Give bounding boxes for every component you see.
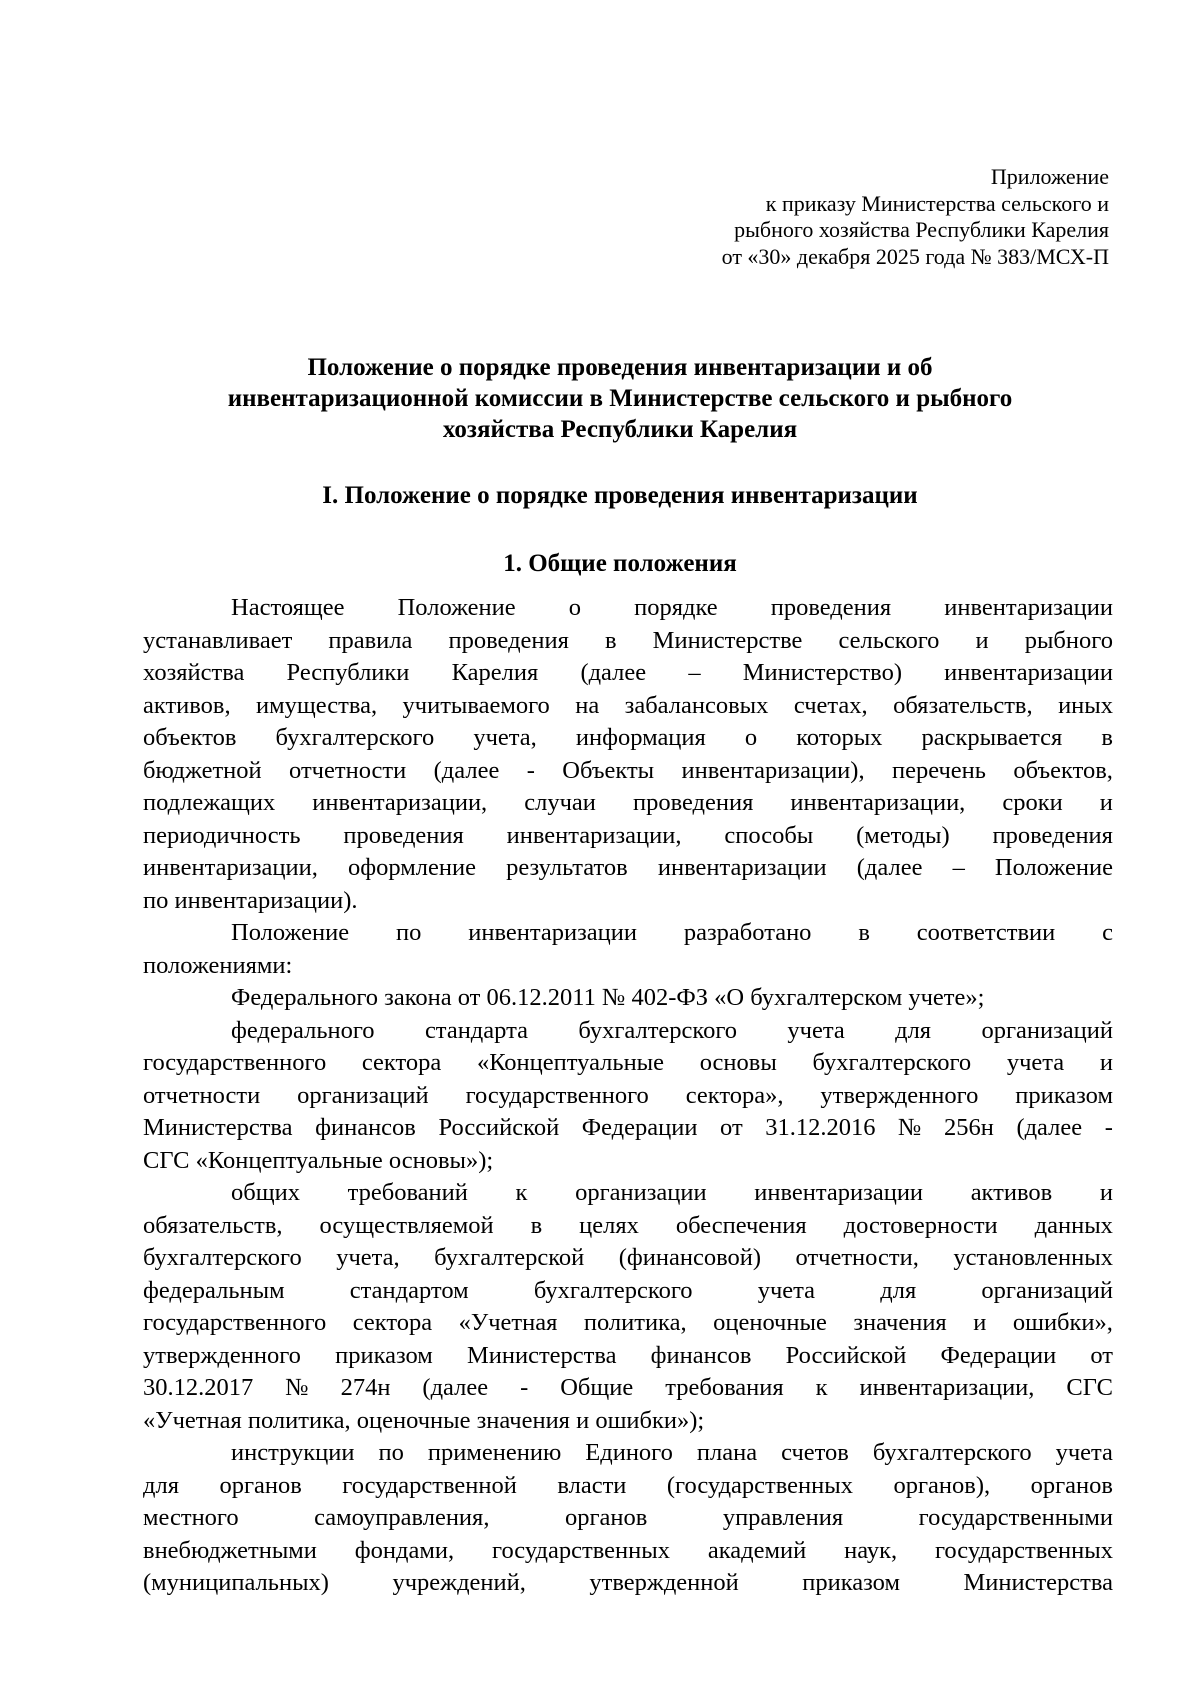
- paragraph-line: [143, 950, 1113, 983]
- line-word: обязательств,: [143, 1211, 283, 1239]
- line-word: счетов: [781, 1439, 849, 1466]
- line-word: осуществляемой: [319, 1211, 494, 1239]
- paragraph-line: [143, 1210, 1113, 1243]
- line-word: Настоящее: [231, 594, 345, 621]
- line-word: органов: [564, 1504, 648, 1531]
- line-word: отчетности,: [795, 1244, 919, 1271]
- line-word: организации: [575, 1179, 707, 1206]
- line-word: о: [744, 724, 758, 751]
- line-word: №: [898, 1114, 922, 1141]
- line-word: рыбного: [1024, 626, 1113, 654]
- paragraph-line: [143, 690, 1113, 723]
- line-word: Министерства: [143, 1114, 293, 1141]
- title-line: инвентаризационной комиссии в Министерстве сельского и рыбного: [227, 385, 1013, 412]
- line-word: применению: [427, 1439, 562, 1466]
- line-word: Министерство): [742, 659, 902, 686]
- line-word: учета,: [473, 724, 537, 751]
- line-word: инвентаризации,: [143, 854, 318, 881]
- line-word: (государственных: [666, 1471, 853, 1499]
- line-word: -: [526, 756, 535, 784]
- line-word: государственной: [342, 1471, 517, 1499]
- line-word: периодичность: [143, 821, 301, 849]
- line-word: оформление: [348, 854, 476, 881]
- line-word: государственных: [934, 1536, 1113, 1564]
- line-word: к: [815, 1374, 828, 1401]
- line-word: счетах,: [793, 691, 868, 719]
- line-word: наук,: [844, 1536, 898, 1564]
- line-word: к: [515, 1179, 528, 1206]
- paragraph-line: [143, 1080, 1113, 1113]
- line-word: государственного: [465, 1081, 649, 1109]
- line-word: (далее: [580, 659, 647, 686]
- line-word: Положение: [231, 919, 350, 946]
- line-word: приказом: [1015, 1081, 1113, 1109]
- line-word: Федерации: [581, 1114, 698, 1141]
- line-word: случаи: [524, 789, 596, 816]
- line-word: активов,: [143, 691, 231, 719]
- line-word: для: [880, 1276, 917, 1304]
- appendix-line: к приказу Министерства сельского и: [765, 190, 1109, 216]
- line-word: значения: [853, 1309, 947, 1336]
- line-word: результатов: [506, 854, 628, 881]
- line-word: по: [378, 1439, 404, 1466]
- line-word: бухгалтерского: [812, 1049, 972, 1076]
- line-word: «Концептуальные: [476, 1049, 665, 1076]
- line-word: Федерального закона от 06.12.2011 № 402-ФЗ «О бухгалтерском учете»;: [231, 984, 985, 1011]
- line-word: имущества,: [256, 691, 378, 719]
- line-word: хозяйства: [143, 659, 245, 686]
- line-word: требования: [665, 1374, 784, 1401]
- line-word: 256н: [944, 1114, 994, 1141]
- line-word: Министерства: [466, 1341, 617, 1369]
- line-word: для: [143, 1471, 179, 1499]
- paragraph-line: [143, 1437, 1113, 1470]
- line-word: сроки: [1002, 789, 1063, 816]
- line-word: объектов: [143, 724, 237, 751]
- line-word: государственными: [918, 1504, 1113, 1531]
- line-word: инвентаризации: [944, 659, 1113, 686]
- line-word: Объекты: [562, 756, 655, 784]
- line-word: Положение: [994, 854, 1113, 881]
- line-word: и: [973, 1309, 987, 1336]
- line-word: целях: [579, 1211, 639, 1239]
- line-word: бухгалтерской: [434, 1244, 585, 1271]
- line-word: инвентаризации,: [506, 821, 682, 849]
- paragraph-line: [143, 1535, 1113, 1568]
- line-word: плана: [696, 1439, 758, 1466]
- paragraph-line: [143, 625, 1113, 658]
- line-word: по инвентаризации).: [143, 886, 358, 914]
- line-word: Положение: [397, 594, 516, 621]
- paragraph-line: [143, 1470, 1113, 1503]
- appendix-block: [722, 164, 1109, 270]
- line-word: государственных: [492, 1536, 670, 1564]
- line-word: стандартом: [349, 1276, 469, 1304]
- line-word: местного: [143, 1504, 239, 1531]
- line-word: инвентаризации),: [681, 756, 865, 784]
- line-word: внебюджетными: [143, 1536, 317, 1564]
- line-word: бухгалтерского: [533, 1276, 693, 1304]
- line-word: организаций: [981, 1016, 1113, 1044]
- paragraph-line: [143, 852, 1113, 885]
- paragraph-line: [143, 1372, 1113, 1405]
- line-word: учета: [1055, 1439, 1113, 1466]
- line-word: о: [568, 594, 581, 621]
- line-word: стандарта: [424, 1016, 528, 1044]
- line-word: 30.12.2017: [143, 1374, 254, 1401]
- line-word: органов: [1030, 1471, 1113, 1499]
- line-word: приказом: [335, 1341, 433, 1369]
- appendix-line: рыбного хозяйства Республики Карелия: [734, 217, 1109, 242]
- line-word: Карелия: [451, 659, 539, 686]
- line-word: приказом: [802, 1569, 900, 1596]
- line-word: проведения: [448, 626, 569, 654]
- line-word: Республики: [286, 659, 410, 686]
- appendix-line: от «30» декабря 2025 года № 383/МСХ-П: [721, 243, 1109, 269]
- document-title: [140, 352, 1100, 445]
- line-word: на: [575, 691, 600, 719]
- line-word: инвентаризации,: [790, 789, 966, 816]
- line-word: и: [1099, 789, 1113, 816]
- line-word: с: [1102, 919, 1113, 946]
- line-word: в: [858, 919, 870, 946]
- line-word: от: [720, 1114, 743, 1141]
- line-word: бюджетной: [143, 756, 262, 784]
- paragraph-line: [143, 982, 1113, 1015]
- line-word: государственного: [143, 1049, 327, 1076]
- line-word: финансов: [315, 1114, 416, 1141]
- body-text: [143, 592, 1113, 1600]
- paragraph-line: [143, 1405, 1113, 1438]
- line-word: обеспечения: [675, 1211, 807, 1239]
- line-word: учреждений,: [392, 1569, 526, 1596]
- paragraph-line: [143, 820, 1113, 853]
- line-word: (финансовой): [618, 1244, 762, 1271]
- line-word: общих: [231, 1179, 300, 1206]
- line-word: Российской: [438, 1114, 560, 1141]
- line-word: инвентаризации: [468, 919, 637, 946]
- line-word: бухгалтерского: [275, 724, 435, 751]
- line-word: Министерства: [963, 1569, 1113, 1596]
- paragraph-line: [143, 1112, 1113, 1145]
- line-word: учитываемого: [402, 691, 550, 719]
- line-word: инвентаризации: [657, 854, 827, 881]
- paragraph-line: [143, 917, 1113, 950]
- line-word: -: [520, 1374, 529, 1401]
- line-word: (методы): [856, 821, 950, 849]
- paragraph-line: [143, 1047, 1113, 1080]
- line-word: ошибки»,: [1012, 1309, 1113, 1336]
- paragraph-line: [143, 1307, 1113, 1340]
- line-word: федерального: [231, 1016, 375, 1044]
- line-word: самоуправления,: [314, 1504, 490, 1531]
- title-line: хозяйства Республики Карелия: [442, 416, 798, 443]
- line-word: учета: [757, 1276, 816, 1304]
- line-word: в: [1101, 724, 1113, 751]
- line-word: (далее: [433, 756, 500, 784]
- line-word: 31.12.2016: [765, 1114, 876, 1141]
- paragraph-line: [143, 592, 1113, 625]
- line-word: в: [605, 626, 617, 654]
- line-word: утвержденной: [589, 1569, 739, 1596]
- line-word: инвентаризации,: [312, 789, 488, 816]
- line-word: Единого: [585, 1439, 673, 1466]
- line-word: устанавливает: [143, 626, 293, 654]
- line-word: которых: [796, 724, 883, 751]
- line-word: оценочные: [713, 1309, 827, 1336]
- line-word: Федерации: [940, 1341, 1057, 1369]
- line-word: инструкции: [231, 1439, 355, 1466]
- paragraph-line: [143, 1242, 1113, 1275]
- line-word: и: [975, 626, 989, 654]
- line-word: утвержденного: [820, 1081, 979, 1109]
- line-word: обязательств,: [893, 691, 1033, 719]
- line-word: проведения: [343, 821, 464, 849]
- line-word: политика,: [583, 1309, 687, 1336]
- line-word: в: [530, 1211, 543, 1239]
- line-word: разработано: [683, 919, 812, 946]
- paragraph-line: [143, 722, 1113, 755]
- line-word: бухгалтерского: [872, 1439, 1032, 1466]
- line-word: (далее: [856, 854, 923, 881]
- line-word: информация: [575, 724, 706, 751]
- line-word: Министерстве: [652, 626, 803, 654]
- line-word: положениями:: [143, 951, 293, 979]
- line-word: Российской: [785, 1341, 907, 1369]
- line-word: требований: [347, 1179, 468, 1206]
- line-word: «Учетная: [458, 1309, 558, 1336]
- line-word: учета: [1006, 1049, 1065, 1076]
- line-word: сектора: [352, 1309, 433, 1336]
- line-word: академий: [707, 1536, 807, 1564]
- line-word: «Учетная политика, оценочные значения и ошибки»);: [143, 1406, 705, 1434]
- line-word: объектов,: [1013, 756, 1113, 784]
- paragraph-line: [143, 1275, 1113, 1308]
- line-word: 274н: [340, 1374, 391, 1401]
- line-word: по: [395, 919, 422, 946]
- line-word: СГС: [1066, 1374, 1113, 1401]
- line-word: проведения: [770, 594, 892, 621]
- line-word: для: [895, 1016, 932, 1044]
- line-word: подлежащих: [143, 789, 276, 816]
- line-word: СГС «Концептуальные основы»);: [143, 1146, 494, 1174]
- paragraph-line: [143, 1567, 1113, 1600]
- line-word: инвентаризации,: [859, 1374, 1035, 1401]
- line-word: отчетности: [143, 1081, 261, 1109]
- line-word: сельского: [838, 626, 940, 654]
- paragraph-line: [143, 755, 1113, 788]
- line-word: иных: [1058, 691, 1113, 719]
- section-title: I. Положение о порядке проведения инвентаризации: [322, 482, 918, 509]
- line-word: управления: [722, 1504, 844, 1531]
- line-word: власти: [557, 1471, 627, 1499]
- line-word: сектора: [361, 1049, 442, 1076]
- line-word: установленных: [953, 1244, 1113, 1271]
- line-word: учета,: [336, 1244, 400, 1271]
- line-word: (далее: [1016, 1114, 1083, 1141]
- line-word: соответствии: [916, 919, 1056, 946]
- line-word: забалансовых: [624, 691, 769, 719]
- line-word: отчетности: [289, 756, 407, 784]
- line-word: федеральным: [143, 1276, 285, 1304]
- line-word: проведения: [632, 789, 754, 816]
- line-word: активов: [970, 1179, 1053, 1206]
- line-word: (далее: [422, 1374, 489, 1401]
- line-word: основы: [699, 1049, 777, 1076]
- line-word: и: [1099, 1049, 1113, 1076]
- line-word: от: [1090, 1341, 1113, 1369]
- line-word: фондами,: [354, 1536, 455, 1564]
- line-word: бухгалтерского: [578, 1016, 738, 1044]
- line-word: (муниципальных): [143, 1569, 329, 1596]
- line-word: государственного: [143, 1309, 327, 1336]
- paragraph-line: [143, 1502, 1113, 1535]
- line-word: -: [1104, 1114, 1113, 1141]
- paragraph-line: [143, 885, 1113, 918]
- paragraph-line: [143, 657, 1113, 690]
- appendix-line: Приложение: [990, 164, 1109, 189]
- line-word: и: [1099, 1179, 1113, 1206]
- line-word: достоверности: [843, 1211, 998, 1239]
- line-word: порядке: [634, 594, 718, 621]
- line-word: финансов: [650, 1341, 752, 1369]
- line-word: организаций: [981, 1276, 1113, 1304]
- line-word: данных: [1034, 1211, 1113, 1239]
- paragraph-line: [143, 787, 1113, 820]
- line-word: инвентаризации: [754, 1179, 924, 1206]
- title-line: Положение о порядке проведения инвентаризации и об: [307, 354, 933, 381]
- line-word: №: [285, 1374, 309, 1401]
- line-word: правила: [328, 626, 413, 654]
- line-word: органов: [219, 1471, 302, 1499]
- paragraph-line: [143, 1340, 1113, 1373]
- line-word: –: [688, 659, 701, 686]
- line-word: –: [952, 854, 965, 881]
- paragraph-line: [143, 1145, 1113, 1178]
- line-word: сектора»,: [685, 1081, 784, 1109]
- paragraph-line: [143, 1177, 1113, 1210]
- line-word: органов),: [893, 1471, 991, 1499]
- line-word: проведения: [992, 821, 1113, 849]
- subsection-title: 1. Общие положения: [503, 550, 737, 577]
- line-word: способы: [724, 821, 814, 849]
- line-word: учета: [787, 1016, 845, 1044]
- paragraph-line: [143, 1015, 1113, 1048]
- line-word: перечень: [891, 756, 986, 784]
- line-word: инвентаризации: [944, 594, 1113, 621]
- line-word: Общие: [560, 1374, 634, 1401]
- line-word: утвержденного: [143, 1341, 301, 1369]
- line-word: раскрывается: [921, 724, 1063, 751]
- line-word: бухгалтерского: [143, 1244, 302, 1271]
- line-word: организаций: [297, 1081, 429, 1109]
